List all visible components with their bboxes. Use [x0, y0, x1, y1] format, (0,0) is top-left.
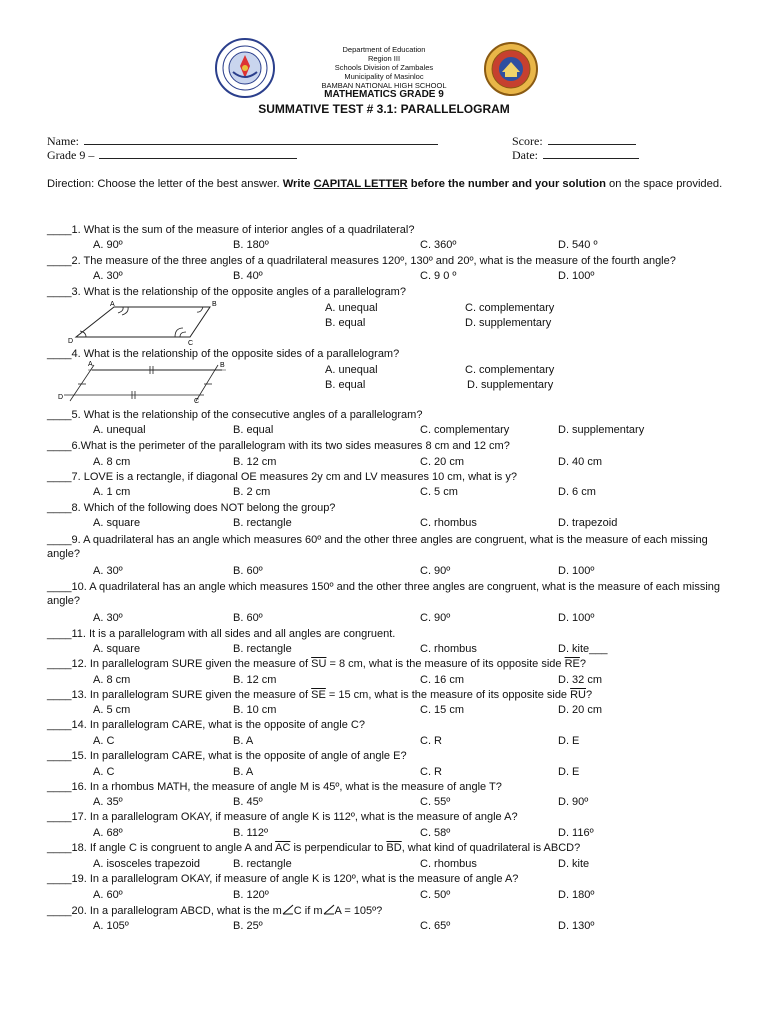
header-line-school: BAMBAN NATIONAL HIGH SCHOOL — [321, 81, 447, 90]
q10-option-a[interactable]: A. 30º — [93, 612, 123, 624]
direction-part-4: before the number and your solution — [407, 178, 606, 190]
header-line-division: Schools Division of Zambales — [334, 63, 434, 72]
q11-option-b[interactable]: B. rectangle — [233, 643, 292, 655]
q4-option-b[interactable]: B. equal — [325, 379, 366, 391]
q5-option-b[interactable]: B. equal — [233, 424, 274, 436]
q8-option-b[interactable]: B. rectangle — [233, 517, 292, 529]
q15-option-a[interactable]: A. C — [93, 766, 115, 778]
q16-option-c[interactable]: C. 55º — [420, 796, 451, 808]
question-20 — [47, 904, 382, 918]
q18-option-b[interactable]: B. rectangle — [233, 858, 292, 870]
q17-option-c[interactable]: C. 58º — [420, 827, 451, 839]
q15-option-b[interactable]: B. A — [233, 766, 254, 778]
q18-text-end: , what kind of quadrilateral is ABCD? — [401, 842, 581, 854]
question-4: ____4. What is the relationship of the opposite sides of a parallelogram? — [47, 348, 400, 360]
q7-option-a[interactable]: A. 1 cm — [93, 486, 131, 498]
q12-option-d[interactable]: D. 32 cm — [558, 674, 603, 686]
q18-option-a[interactable]: A. isosceles trapezoid — [93, 858, 200, 870]
header-line-region: Region III — [367, 54, 401, 63]
q5-option-a[interactable]: A. unequal — [93, 424, 146, 436]
question-11: ____11. It is a parallelogram with all sides and all angles are congruent. — [47, 628, 396, 640]
fig1-label-c: C — [188, 340, 194, 347]
direction-part-5: on the space provided. — [605, 178, 723, 190]
q18-option-d[interactable]: D. kite — [558, 858, 590, 870]
subject-grade: MATHEMATICS GRADE 9 — [324, 89, 444, 100]
q9-option-a[interactable]: A. 30º — [93, 565, 123, 577]
q3-option-c[interactable]: C. complementary — [465, 302, 555, 314]
question-14: ____14. In parallelogram CARE, what is the opposite of angle C? — [47, 719, 365, 731]
q13-text-start: ____13. In parallelogram SURE given the measure of — [47, 689, 312, 701]
q11-option-d[interactable]: D. kite___ — [558, 643, 608, 655]
question-8: ____8. Which of the following does NOT belong the group? — [47, 502, 336, 514]
q3-option-d[interactable]: D. supplementary — [465, 317, 552, 329]
score-label: Score: — [512, 134, 543, 148]
q13-option-b[interactable]: B. 10 cm — [233, 704, 277, 716]
q7-option-b[interactable]: B. 2 cm — [233, 486, 271, 498]
fig1-label-d: D — [68, 338, 74, 345]
q17-option-b[interactable]: B. 112º — [233, 827, 269, 839]
q8-option-c[interactable]: C. rhombus — [420, 517, 477, 529]
q13-option-c[interactable]: C. 15 cm — [420, 704, 465, 716]
grade-label: Grade 9 – — [47, 148, 95, 162]
q17-option-d[interactable]: D. 116º — [558, 827, 594, 839]
q2-option-d[interactable]: D. 100º — [558, 270, 595, 282]
q13-option-a[interactable]: A. 5 cm — [93, 704, 131, 716]
question-9: ____9. A quadrilateral has an angle which measures 60º and the other three angles are congruent, what is the measure of each missing angle? — [47, 534, 708, 560]
fig1-label-b: B — [212, 301, 217, 308]
q12-segment-re: $\overline{RE}$ — [564, 658, 580, 670]
q12-text-end: ? — [579, 658, 586, 670]
question-19: ____19. In a parallelogram OKAY, if measure of angle K is 120º, what is the measure of angle A? — [47, 873, 519, 885]
question-12 — [47, 657, 586, 671]
q14-option-c[interactable]: C. R — [420, 735, 442, 747]
q6-option-b[interactable]: B. 12 cm — [233, 456, 277, 468]
q9-option-c[interactable]: C. 90º — [420, 565, 451, 577]
q15-option-c[interactable]: C. R — [420, 766, 442, 778]
q11-option-a[interactable]: A. square — [93, 643, 141, 655]
question-6: ____6.What is the perimeter of the parallelogram with its two sides measures 8 cm and 12 cm? — [47, 440, 510, 452]
direction-part-1: Direction: Choose the letter of the best answer. — [47, 178, 283, 190]
parallelogram-sides-figure — [58, 361, 230, 403]
name-label: Name: — [47, 134, 79, 148]
q18-text-start: ____18. If angle C is congruent to angle A and — [47, 842, 276, 854]
q12-text-start: ____12. In parallelogram SURE given the measure of — [47, 658, 312, 670]
q14-option-d[interactable]: D. E — [558, 735, 580, 747]
date-field[interactable] — [543, 147, 639, 159]
question-18 — [47, 841, 580, 855]
fig2-label-c: C — [194, 398, 200, 403]
date-row — [512, 147, 639, 163]
question-3: ____3. What is the relationship of the opposite angles of a parallelogram? — [47, 286, 406, 298]
q19-option-d[interactable]: D. 180º — [558, 889, 595, 901]
q6-option-a[interactable]: A. 8 cm — [93, 456, 131, 468]
question-17: ____17. In a parallelogram OKAY, if measure of angle K is 112º, what is the measure of angle A? — [47, 811, 518, 823]
fig2-label-b: B — [220, 362, 225, 369]
test-title: SUMMATIVE TEST # 3.1: PARALLELOGRAM — [258, 102, 510, 116]
question-7: ____7. LOVE is a rectangle, if diagonal OE measures 2y cm and LV measures 10 cm, what is y? — [47, 471, 517, 483]
q17-option-a[interactable]: A. 68º — [93, 827, 123, 839]
q7-option-c[interactable]: C. 5 cm — [420, 486, 458, 498]
q13-option-d[interactable]: D. 20 cm — [558, 704, 603, 716]
direction-text — [47, 177, 737, 191]
q1-option-d[interactable]: D. 540 º — [558, 239, 598, 251]
q13-text-mid: = 15 cm, what is the measure of its opposite side — [325, 689, 571, 701]
angle-icon — [323, 904, 335, 915]
question-10: ____10. A quadrilateral has an angle which measures 150º and the other three angles are congruent, what is the measure of each missing angle? — [47, 581, 720, 607]
fig1-label-a: A — [110, 301, 115, 308]
q13-segment-se: $\overline{SE}$ — [311, 689, 326, 701]
q5-option-c[interactable]: C. complementary — [420, 424, 510, 436]
q2-option-c[interactable]: C. 9 0 º — [420, 270, 457, 282]
q20-option-d[interactable]: D. 130º — [558, 920, 595, 932]
q19-option-c[interactable]: C. 50º — [420, 889, 451, 901]
q1-option-a[interactable]: A. 90º — [93, 239, 123, 251]
q16-option-a[interactable]: A. 35º — [93, 796, 123, 808]
q19-option-b[interactable]: B. 120º — [233, 889, 269, 901]
q12-option-a[interactable]: A. 8 cm — [93, 674, 131, 686]
question-15: ____15. In parallelogram CARE, what is the opposite of angle of angle E? — [47, 750, 407, 762]
section-field[interactable] — [99, 147, 297, 159]
q12-option-b[interactable]: B. 12 cm — [233, 674, 277, 686]
q18-segment-ac: $\overline{AC}$ — [275, 842, 291, 854]
q12-text-mid: = 8 cm, what is the measure of its opposite side — [326, 658, 565, 670]
q20-text-start: ____20. In a parallelogram ABCD, what is the m — [47, 905, 282, 917]
q11-option-c[interactable]: C. rhombus — [420, 643, 477, 655]
q10-option-d[interactable]: D. 100º — [558, 612, 595, 624]
q18-text-mid: is perpendicular to — [290, 842, 387, 854]
q1-option-b[interactable]: B. 180º — [233, 239, 269, 251]
q6-option-c[interactable]: C. 20 cm — [420, 456, 465, 468]
q20-option-b[interactable]: B. 25º — [233, 920, 263, 932]
q20-option-a[interactable]: A. 105º — [93, 920, 129, 932]
q16-option-d[interactable]: D. 90º — [558, 796, 589, 808]
q10-option-c[interactable]: C. 90º — [420, 612, 451, 624]
direction-capital-letter: CAPITAL LETTER — [313, 178, 408, 190]
q2-option-b[interactable]: B. 40º — [233, 270, 263, 282]
q15-option-d[interactable]: D. E — [558, 766, 580, 778]
q13-text-end: ? — [586, 689, 593, 701]
q7-option-d[interactable]: D. 6 cm — [558, 486, 596, 498]
q3-option-a[interactable]: A. unequal — [325, 302, 378, 314]
parallelogram-angles-figure — [62, 299, 232, 347]
q5-option-d[interactable]: D. supplementary — [558, 424, 645, 436]
q10-option-b[interactable]: B. 60º — [233, 612, 263, 624]
date-label: Date: — [512, 148, 538, 162]
header-line-municipality: Municipality of Masinloc — [344, 72, 424, 81]
q16-option-b[interactable]: B. 45º — [233, 796, 263, 808]
q2-option-a[interactable]: A. 30º — [93, 270, 123, 282]
header-line-deped: Department of Education — [342, 45, 426, 54]
q20-option-c[interactable]: C. 65º — [420, 920, 451, 932]
question-13 — [47, 688, 592, 702]
grade-row — [47, 147, 297, 163]
q14-option-b[interactable]: B. A — [233, 735, 254, 747]
q20-text-end: A = 105º? — [334, 905, 383, 917]
score-field[interactable] — [548, 133, 636, 145]
q4-option-d[interactable]: D. supplementary — [467, 379, 554, 391]
q6-option-d[interactable]: D. 40 cm — [558, 456, 603, 468]
q12-segment-su: $\overline{SU}$ — [311, 658, 327, 670]
question-5: ____5. What is the relationship of the consecutive angles of a parallelogram? — [47, 409, 423, 421]
q18-segment-bd: $\overline{BD}$ — [386, 842, 402, 854]
q4-option-a[interactable]: A. unequal — [325, 364, 378, 376]
q4-option-c[interactable]: C. complementary — [465, 364, 555, 376]
fig2-label-d: D — [58, 394, 64, 401]
question-1: ____1. What is the sum of the measure of interior angles of a quadrilateral? — [47, 224, 415, 236]
direction-part-2: Write — [282, 178, 314, 190]
name-field[interactable] — [84, 133, 438, 145]
question-2: ____2. The measure of the three angles of a quadrilateral measures 120º, 130º and 20º, what is the measure of the fourth angle? — [47, 255, 676, 267]
q8-option-d[interactable]: D. trapezoid — [558, 517, 618, 529]
q13-segment-ru: $\overline{RU}$ — [570, 689, 586, 701]
q9-option-d[interactable]: D. 100º — [558, 565, 595, 577]
q3-option-b[interactable]: B. equal — [325, 317, 366, 329]
fig2-label-a: A — [88, 361, 93, 368]
q18-option-c[interactable]: C. rhombus — [420, 858, 477, 870]
q20-text-mid: C if m — [293, 905, 323, 917]
q9-option-b[interactable]: B. 60º — [233, 565, 263, 577]
q1-option-c[interactable]: C. 360º — [420, 239, 457, 251]
angle-icon — [282, 904, 294, 915]
question-16: ____16. In a rhombus MATH, the measure of angle M is 45º, what is the measure of angle T? — [47, 781, 502, 793]
q8-option-a[interactable]: A. square — [93, 517, 141, 529]
q12-option-c[interactable]: C. 16 cm — [420, 674, 465, 686]
q14-option-a[interactable]: A. C — [93, 735, 115, 747]
q19-option-a[interactable]: A. 60º — [93, 889, 123, 901]
